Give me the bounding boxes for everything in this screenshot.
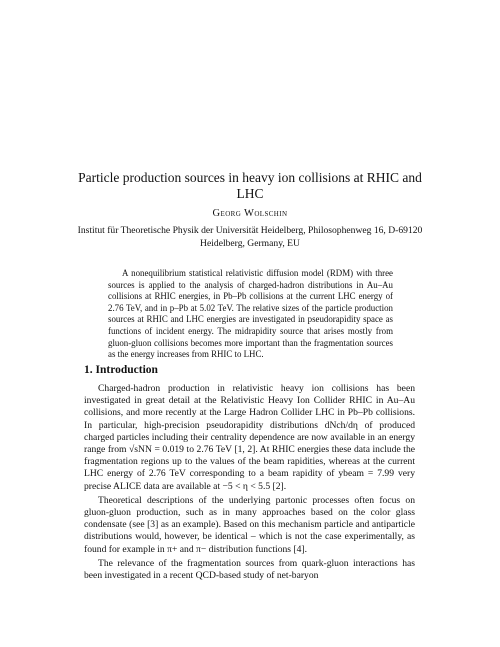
- abstract: [108, 268, 393, 361]
- section-heading: 1. Introduction: [84, 364, 158, 376]
- author-affiliation: Institut für Theoretische Physik der Universität Heidelberg, Philosophenweg 16, D-69120 Heidelberg, Germany, EU: [77, 225, 423, 249]
- author-name: Georg Wolschin: [212, 208, 288, 219]
- paper-title: Particle production sources in heavy ion collisions at RHIC and LHC: [78, 170, 422, 201]
- paragraph: Charged-hadron production in relativistic heavy ion collisions has been investigated in great detail at the Relativistic Heavy Ion Collider RHIC in Au–Au collisions, and more recently at the Large Hadron Collider LHC in Pb–Pb collisions. In particular, high-precision pseudorapidity distributions dNch/dη of produced charged particles including their centrality dependence are now available in an energy range from √sNN = 0.019 to 2.76 TeV [1, 2]. At RHIC energies these data include the fragmentation regions up to the values of the beam rapidities, whereas at the current LHC energy of 2.76 TeV corresponding to a beam rapidity of ybeam = 7.99 very precise ALICE data are available at −5 < η < 5.5 [2].: [84, 383, 415, 492]
- paragraph: Theoretical descriptions of the underlying partonic processes often focus on gluon-gluon production, such as in many approaches based on the color glass condensate (see [3] as an example). Based on this mechanism particle and antiparticle distributions would, however, be identical – which is not the case experimentally, as found for example in π+ and π− distribution functions [4].: [84, 494, 415, 555]
- abstract-text: A nonequilibrium statistical relativistic diffusion model (RDM) with three sources is applied to the analysis of charged-hadron distributions in Au–Au collisions at RHIC energies, in Pb–Pb collisions at the current LHC energy of 2.76 TeV, and in p–Pb at 5.02 TeV. The relative sizes of the particle production sources at RHIC and LHC energies are investigated in pseudorapidity space as functions of incident energy. The midrapidity source that arises mostly from gluon-gluon collisions becomes more important than the fragmentation sources as the energy increases from RHIC to LHC.: [108, 268, 393, 360]
- body-text: [84, 383, 415, 584]
- paragraph: The relevance of the fragmentation sources from quark-gluon interactions has been investigated in a recent QCD-based study of net-baryon: [84, 557, 415, 582]
